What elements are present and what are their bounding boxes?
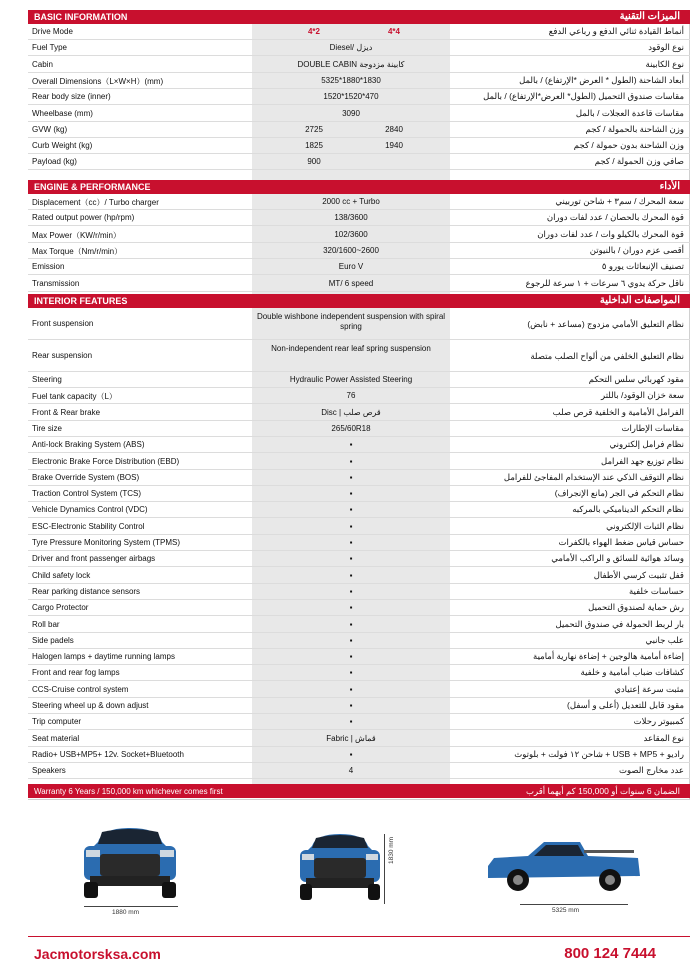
spec-label-ar: حساسات خلفية	[629, 585, 684, 596]
truck-side-view-length	[484, 836, 644, 896]
spec-label-en: Rated output power (hp/rpm)	[32, 213, 135, 223]
spec-label-en: Transmission	[32, 278, 80, 288]
spec-label-en: Rear body size (inner)	[32, 92, 111, 102]
spec-value-4x2: 900	[307, 157, 321, 167]
spec-value: Hydraulic Power Assisted Steering	[289, 375, 413, 384]
spec-row	[28, 194, 690, 210]
spec-row	[28, 73, 690, 89]
spec-value: ▪	[349, 652, 353, 662]
spec-label-ar: حساس قياس ضغط الهواء بالكفرات	[558, 537, 684, 547]
spec-value: ▪	[349, 538, 353, 547]
spec-label-ar: بار لربط الحمولة في صندوق التحميل	[555, 618, 684, 629]
section-title-en: ENGINE & PERFORMANCE	[34, 182, 151, 192]
spec-label-en: Fuel Type	[32, 43, 67, 53]
spec-label-ar: مقاسات صندوق التحميل (الطول* العرض*الإرتفاع) / بالمل	[483, 91, 684, 102]
spec-value: ▪	[349, 554, 353, 564]
spec-value: ▪	[349, 717, 353, 727]
spec-label-ar: مقاسات الإطارات	[621, 422, 684, 433]
spec-row	[28, 502, 690, 518]
section-title-en: INTERIOR FEATURES	[34, 296, 128, 306]
spec-row	[28, 698, 690, 714]
spec-label-ar: قوة المحرك بالحصان / عدد لفات دوران	[546, 212, 684, 223]
spec-value-4x2: 1825	[305, 141, 323, 151]
spec-row	[28, 106, 690, 122]
spec-value: 320/1600~2600	[323, 245, 379, 255]
section-header-basic	[28, 10, 690, 24]
spec-label-ar: كشافات ضباب أمامية و خلفية	[580, 667, 684, 678]
spec-label-en: Max Torque（Nm/r/min）	[32, 246, 123, 256]
spec-value: 3090	[342, 108, 360, 118]
website-link[interactable]: Jacmotorsksa.com	[34, 946, 161, 962]
spec-label-ar: نوع المقاعد	[643, 732, 684, 743]
spec-value: Non-independent rear leaf spring suspension	[271, 344, 431, 353]
spec-label-ar: نظام التوقف الذكي عند الإستخدام المفاجئ للفرامل	[503, 471, 684, 482]
spec-label-en: Emission	[32, 262, 65, 272]
spec-label-ar: إضاءة أمامية هالوجين + إضاءة نهارية أمامية	[533, 651, 684, 662]
spec-label-en: Brake Override System (BOS)	[32, 472, 140, 482]
spec-label-ar: وزن الشاحنة بدون حمولة / كجم	[573, 140, 684, 151]
spec-row	[28, 122, 690, 138]
spec-label-ar: مقود كهربائي سلس التحكم	[588, 374, 684, 384]
spec-row	[28, 138, 690, 154]
spec-label-en: Drive Mode	[32, 27, 73, 36]
spec-label-en: Fuel tank capacity（L）	[32, 392, 117, 402]
spec-value: ▪	[349, 489, 353, 499]
spec-row	[28, 154, 690, 170]
spec-row	[28, 568, 690, 584]
spec-label-ar: مقود قابل للتعديل (أعلى و أسفل)	[567, 700, 684, 710]
spec-value: 5325*1880*1830	[321, 75, 381, 85]
spec-label-ar: قوة المحرك بالكيلو وات / عدد لفات دوران	[537, 228, 684, 239]
spec-value: ▪	[349, 521, 353, 531]
spec-label-en: Vehicle Dynamics Control (VDC)	[32, 505, 148, 515]
spec-label-ar: صافي وزن الحمولة / كجم	[594, 156, 684, 167]
spec-value-4x2: 2725	[305, 124, 323, 134]
spec-label-en: GVW (kg)	[32, 124, 68, 134]
spec-label-en: Roll bar	[32, 619, 60, 629]
spec-row	[28, 89, 690, 105]
spec-label-en: Front & Rear brake	[32, 407, 101, 417]
spec-label-ar: علب جانبي	[645, 634, 684, 645]
spec-value: ▪	[349, 570, 353, 580]
section-title-ar: المواصفات الداخلية	[599, 295, 680, 306]
spec-row	[28, 243, 690, 259]
width-dimension-line	[84, 906, 178, 907]
spec-label-ar: نظام التحكم في الجر (مانع الإنجراف)	[554, 488, 684, 499]
spec-row	[28, 24, 690, 40]
spec-label-en: Traction Control System (TCS)	[32, 489, 142, 499]
spec-row	[28, 40, 690, 56]
spec-label-en: Child safety lock	[32, 570, 91, 580]
height-dimension-label: 1830 mm	[388, 836, 395, 864]
spec-label-en: Electronic Brake Force Distribution (EBD)	[32, 456, 180, 466]
spec-label-en: Halogen lamps + daytime running lamps	[32, 652, 175, 662]
spec-value: 138/3600	[334, 213, 368, 223]
truck-front-view-height	[290, 830, 390, 910]
spec-value: ▪	[349, 619, 353, 629]
spec-label-ar: الفرامل الأمامية و الخلفية قرص صلب	[552, 406, 684, 417]
spec-value: 1520*1520*470	[323, 92, 379, 102]
spec-label-en: Tyre Pressure Monitoring System (TPMS)	[32, 538, 181, 547]
spec-label-ar: رش حماية لصندوق التحميل	[588, 602, 684, 613]
spec-label-en: Rear suspension	[32, 351, 93, 360]
spec-row	[28, 747, 690, 763]
spec-value: Double wishbone independent suspension with spiral spring	[256, 312, 446, 331]
spec-label-ar: سعة المحرك / سم٣ + شاحن توربيني	[555, 196, 684, 206]
spec-value: 76	[346, 391, 356, 401]
spec-value: Diesel/ ديزل	[329, 43, 373, 53]
spec-row	[28, 763, 690, 779]
spec-label-ar: نظام التحكم الديناميكي بالمركبه	[572, 504, 684, 515]
spec-row	[28, 600, 690, 616]
spec-label-ar: راديو + USB + MP5 + شاحن ١٢ فولت + بلوتوث	[514, 748, 684, 759]
spec-label-ar: ناقل حركة يدوي ٦ سرعات + ١ سرعة للرجوع	[525, 277, 684, 288]
spec-label-en: Cargo Protector	[32, 603, 89, 613]
spec-value: ▪	[349, 440, 353, 450]
spec-value: ▪	[349, 456, 353, 466]
truck-front-view-width	[70, 824, 190, 910]
spec-row	[28, 259, 690, 275]
spec-label-en: Seat material	[32, 733, 80, 743]
spec-row	[28, 57, 690, 73]
spec-row	[28, 714, 690, 730]
spec-label-en: Front suspension	[32, 319, 94, 328]
spec-label-ar: وسائد هوائية للسائق و الراكب الأمامي	[551, 553, 684, 564]
spec-value: 102/3600	[334, 229, 368, 239]
spec-value-4x4: 1940	[385, 141, 403, 151]
spec-label-ar: نظام التعليق الخلفي من ألواح الصلب متصلة	[530, 351, 684, 361]
spec-label-ar: أقصى عزم دوران / بالنيوتن	[589, 244, 684, 255]
spec-row	[28, 372, 690, 388]
spec-value: ▪	[349, 701, 353, 710]
warranty-bar	[28, 784, 690, 798]
spec-label-ar: نظام فرامل إلكتروني	[609, 439, 684, 450]
section-title-en: BASIC INFORMATION	[34, 12, 128, 22]
spec-label-ar: نظام الثبات الإلكتروني	[606, 520, 684, 531]
phone-number[interactable]: 800 124 7444	[564, 945, 656, 962]
spec-row	[28, 731, 690, 747]
spec-row	[28, 519, 690, 535]
spec-label-ar: نوع الوقود	[648, 42, 684, 53]
spec-row	[28, 340, 690, 372]
spec-row	[28, 421, 690, 437]
spec-label-en: Payload (kg)	[32, 157, 77, 167]
spec-label-ar: قفل تثبيت كرسي الأطفال	[593, 569, 684, 580]
spec-label-ar: أبعاد الشاحنة (الطول * العرض *الإرتفاع) / بالمل	[519, 74, 684, 85]
spec-value-4x4: 4*4	[387, 27, 400, 36]
spec-row	[28, 584, 690, 600]
spec-label-en: Curb Weight (kg)	[32, 141, 93, 151]
spec-value: Fabric | قماش	[326, 733, 376, 743]
spec-value: ▪	[349, 472, 353, 482]
spec-value: ▪	[349, 668, 353, 678]
spec-row	[28, 551, 690, 567]
spec-label-en: Trip computer	[32, 717, 82, 727]
spec-label-en: Tire size	[32, 423, 62, 433]
spec-label-ar: تصنيف الإنبعاثات يورو ٥	[601, 261, 684, 272]
spec-label-en: Driver and front passenger airbags	[32, 554, 156, 564]
spec-row	[28, 633, 690, 649]
spec-value: Euro V	[338, 262, 364, 272]
spec-row	[28, 617, 690, 633]
warranty-en: Warranty 6 Years / 150,000 km whichever comes first	[34, 787, 223, 796]
spec-label-en: Wheelbase (mm)	[32, 108, 93, 118]
spec-label-en: ESC-Electronic Stability Control	[32, 521, 145, 531]
spec-row	[28, 486, 690, 502]
length-dimension-line	[520, 904, 628, 905]
spec-value: ▪	[349, 586, 353, 596]
footer	[0, 936, 700, 970]
spec-label-ar: نظام التعليق الأمامي مزدوج (مساعد + نابض)	[527, 319, 684, 329]
section-title-ar: الأداء	[659, 181, 680, 192]
spec-value: MT/ 6 speed	[328, 278, 374, 288]
spec-label-en: Overall Dimensions（L×W×H）(mm)	[32, 76, 164, 86]
spec-label-ar: كمبيوتر رحلات	[633, 716, 684, 727]
spec-value: ▪	[349, 603, 353, 613]
spec-value: 265/60R18	[331, 423, 371, 433]
section-title-ar: الميزات التقنية	[619, 11, 680, 22]
spec-row	[28, 405, 690, 421]
spec-row	[28, 649, 690, 665]
spec-value: ▪	[349, 684, 353, 694]
spec-label-en: Anti-lock Braking System (ABS)	[32, 440, 145, 450]
spec-label-en: Speakers	[32, 766, 66, 776]
spec-value: ▪	[349, 749, 353, 759]
spec-label-en: Rear parking distance sensors	[32, 586, 141, 596]
spec-label-en: CCS-Cruise control system	[32, 684, 129, 694]
spec-label-en: Max Power（KW/r/min）	[32, 230, 121, 240]
spec-label-ar: وزن الشاحنة بالحمولة / كجم	[585, 123, 684, 134]
spec-value: ▪	[349, 635, 353, 645]
spec-label-en: Front and rear fog lamps	[32, 668, 120, 678]
spec-row	[28, 535, 690, 551]
spec-row	[28, 682, 690, 698]
spec-row	[28, 665, 690, 681]
spec-row	[28, 454, 690, 470]
spec-row	[28, 470, 690, 486]
spec-label-ar: مثبت سرعة إعتيادي	[614, 683, 684, 694]
length-dimension-label: 5325 mm	[552, 907, 580, 914]
spec-value: ▪	[349, 505, 353, 515]
spec-label-en: Cabin	[32, 59, 53, 69]
spec-value-4x2: 4*2	[307, 27, 320, 36]
spec-value: Disc | قرص صلب	[321, 407, 381, 417]
spec-label-ar: نوع الكابينة	[645, 58, 684, 69]
spec-row	[28, 227, 690, 243]
section-header-engine	[28, 180, 690, 194]
spec-value-4x4: 2840	[385, 124, 403, 134]
spec-row	[28, 388, 690, 404]
spec-label-ar: نظام توزيع جهد الفرامل	[601, 455, 684, 466]
spec-row	[28, 308, 690, 340]
spec-label-en: Side padels	[32, 635, 74, 645]
spec-label-ar: مقاسات قاعدة العجلات / بالمل	[575, 107, 684, 118]
width-dimension-label: 1880 mm	[112, 909, 140, 916]
spec-row	[28, 210, 690, 226]
spec-label-en: Displacement（cc）/ Turbo charger	[32, 198, 159, 207]
spec-label-ar: أنماط القيادة ثنائي الدفع و رباعي الدفع	[548, 26, 684, 36]
spec-row	[28, 276, 690, 292]
spec-value: DOUBLE CABIN كابينة مزدوجة	[297, 59, 405, 69]
warranty-ar: الضمان 6 سنوات أو 150,000 كم أيهما أقرب	[526, 786, 680, 796]
spec-label-en: Steering	[32, 375, 62, 384]
spec-value: 2000 cc + Turbo	[322, 197, 380, 206]
spec-label-en: Radio+ USB+MP5+ 12v. Socket+Bluetooth	[32, 749, 184, 759]
section-header-interior	[28, 294, 690, 308]
spec-value: 4	[348, 766, 354, 776]
spec-label-en: Steering wheel up & down adjust	[32, 701, 149, 710]
height-dimension-line	[384, 834, 385, 904]
spec-label-ar: سعة خزان الوقود/ باللتر	[601, 390, 684, 401]
spec-row	[28, 437, 690, 453]
spec-label-ar: عدد مخارج الصوت	[619, 765, 684, 776]
